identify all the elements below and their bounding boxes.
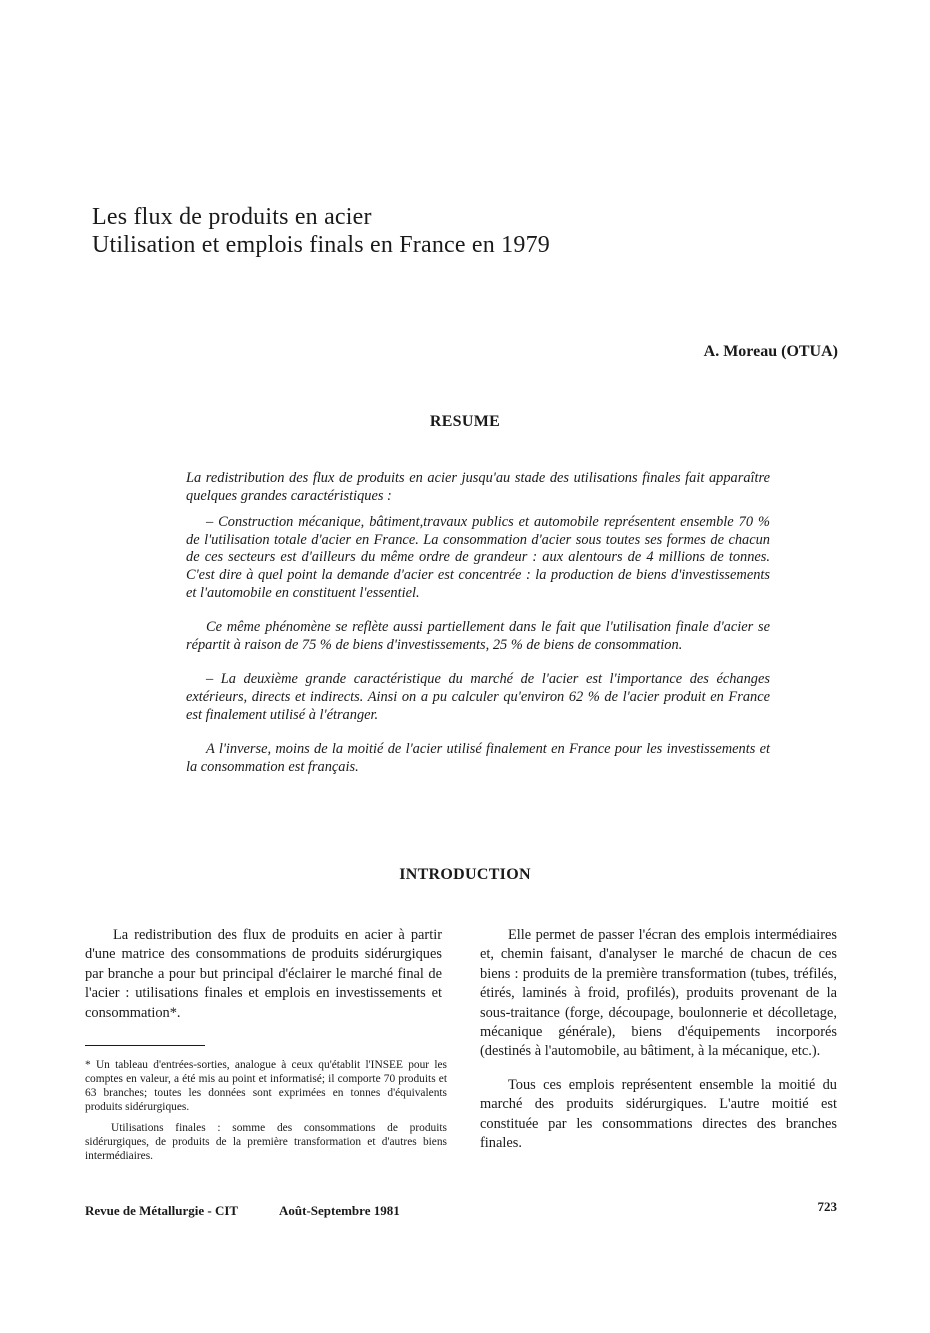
abstract: [186, 470, 770, 793]
abstract-paragraph: La redistribution des flux de produits en acier jusqu'au stade des utilisations finales fait apparaître quelques grandes caractéristiques :: [186, 470, 770, 504]
abstract-paragraph: A l'inverse, moins de la moitié de l'acier utilisé finalement en France pour les investissements et la consommation est français.: [186, 741, 770, 775]
footer-issue-date: Août-Septembre 1981: [279, 1203, 400, 1218]
abstract-paragraph: – Construction mécanique, bâtiment,travaux publics et automobile représentent ensemble 70 % de l'utilisation totale d'acier en France. La consommation d'acier sous toutes ses formes de chacun de ces secteurs est d'ailleurs du même ordre de grandeur : aux alentours de 4 millions de tonnes. C'est dire à quel point la demande d'acier est concentrée : la production de biens d'investissements et l'automobile en constituent l'essentiel.: [186, 514, 770, 601]
introduction-heading: INTRODUCTION: [399, 866, 531, 883]
footnote: Utilisations finales : somme des consommations de produits sidérurgiques, de produits de la première transformation et d'autres biens intermédiaires.: [85, 1122, 447, 1162]
left-column: [85, 926, 442, 1023]
page-number: 723: [817, 1199, 837, 1214]
title-line-2: Utilisation et emplois finals en France en 1979: [92, 232, 550, 258]
body-paragraph: Elle permet de passer l'écran des emplois intermédiaires et, chemin faisant, d'analyser le marché de chacun de ces biens : produits de la première transformation (tubes, tréfilés, étirés, laminés à froid, profilés), produits provenant de la sous-traitance (forge, découpage, boulonnerie et décolletage, mécanique générale), biens d'équipements incorporés (destinés à l'automobile, au bâtiment, à la mécanique, etc.).: [480, 927, 837, 1060]
footnotes: [85, 1058, 447, 1170]
title-line-1: Les flux de produits en acier: [92, 204, 372, 230]
footnote-divider: [85, 1045, 205, 1046]
right-column: [480, 926, 837, 1153]
resume-heading: RESUME: [429, 413, 501, 430]
body-paragraph: Tous ces emplois représentent ensemble la moitié du marché des produits sidérurgiques. L'autre moitié est constituée par les consommations directes des branches finales.: [480, 1076, 837, 1152]
footnote: * Un tableau d'entrées-sorties, analogue à ceux qu'établit l'INSEE pour les comptes en valeur, a été mis au point et informatisé; il comporte 70 produits et 63 branches; toutes les données sont exprimées en tonnes d'équivalents produits sidérurgiques.: [85, 1059, 447, 1113]
abstract-paragraph: Ce même phénomène se reflète aussi partiellement dans le fait que l'utilisation finale d'acier se répartit à raison de 75 % de biens d'investissements, 25 % de biens de consommation.: [186, 619, 770, 653]
article-title: [92, 203, 550, 259]
abstract-paragraph: – La deuxième grande caractéristique du marché de l'acier est l'importance des échanges extérieurs, directs et indirects. Ainsi on a pu calculer qu'environ 62 % de l'acier produit en France est finalement utilisé à l'étranger.: [186, 671, 770, 723]
author-byline: A. Moreau (OTUA): [703, 343, 838, 360]
footer-journal-name: Revue de Métallurgie - CIT: [85, 1203, 239, 1218]
body-paragraph: La redistribution des flux de produits en acier à partir d'une matrice des consommations de produits sidérurgiques par branche a pour but principal d'éclairer le marché final de l'acier : utilisations finales et emplois en investissements et consommation*.: [85, 927, 442, 1021]
